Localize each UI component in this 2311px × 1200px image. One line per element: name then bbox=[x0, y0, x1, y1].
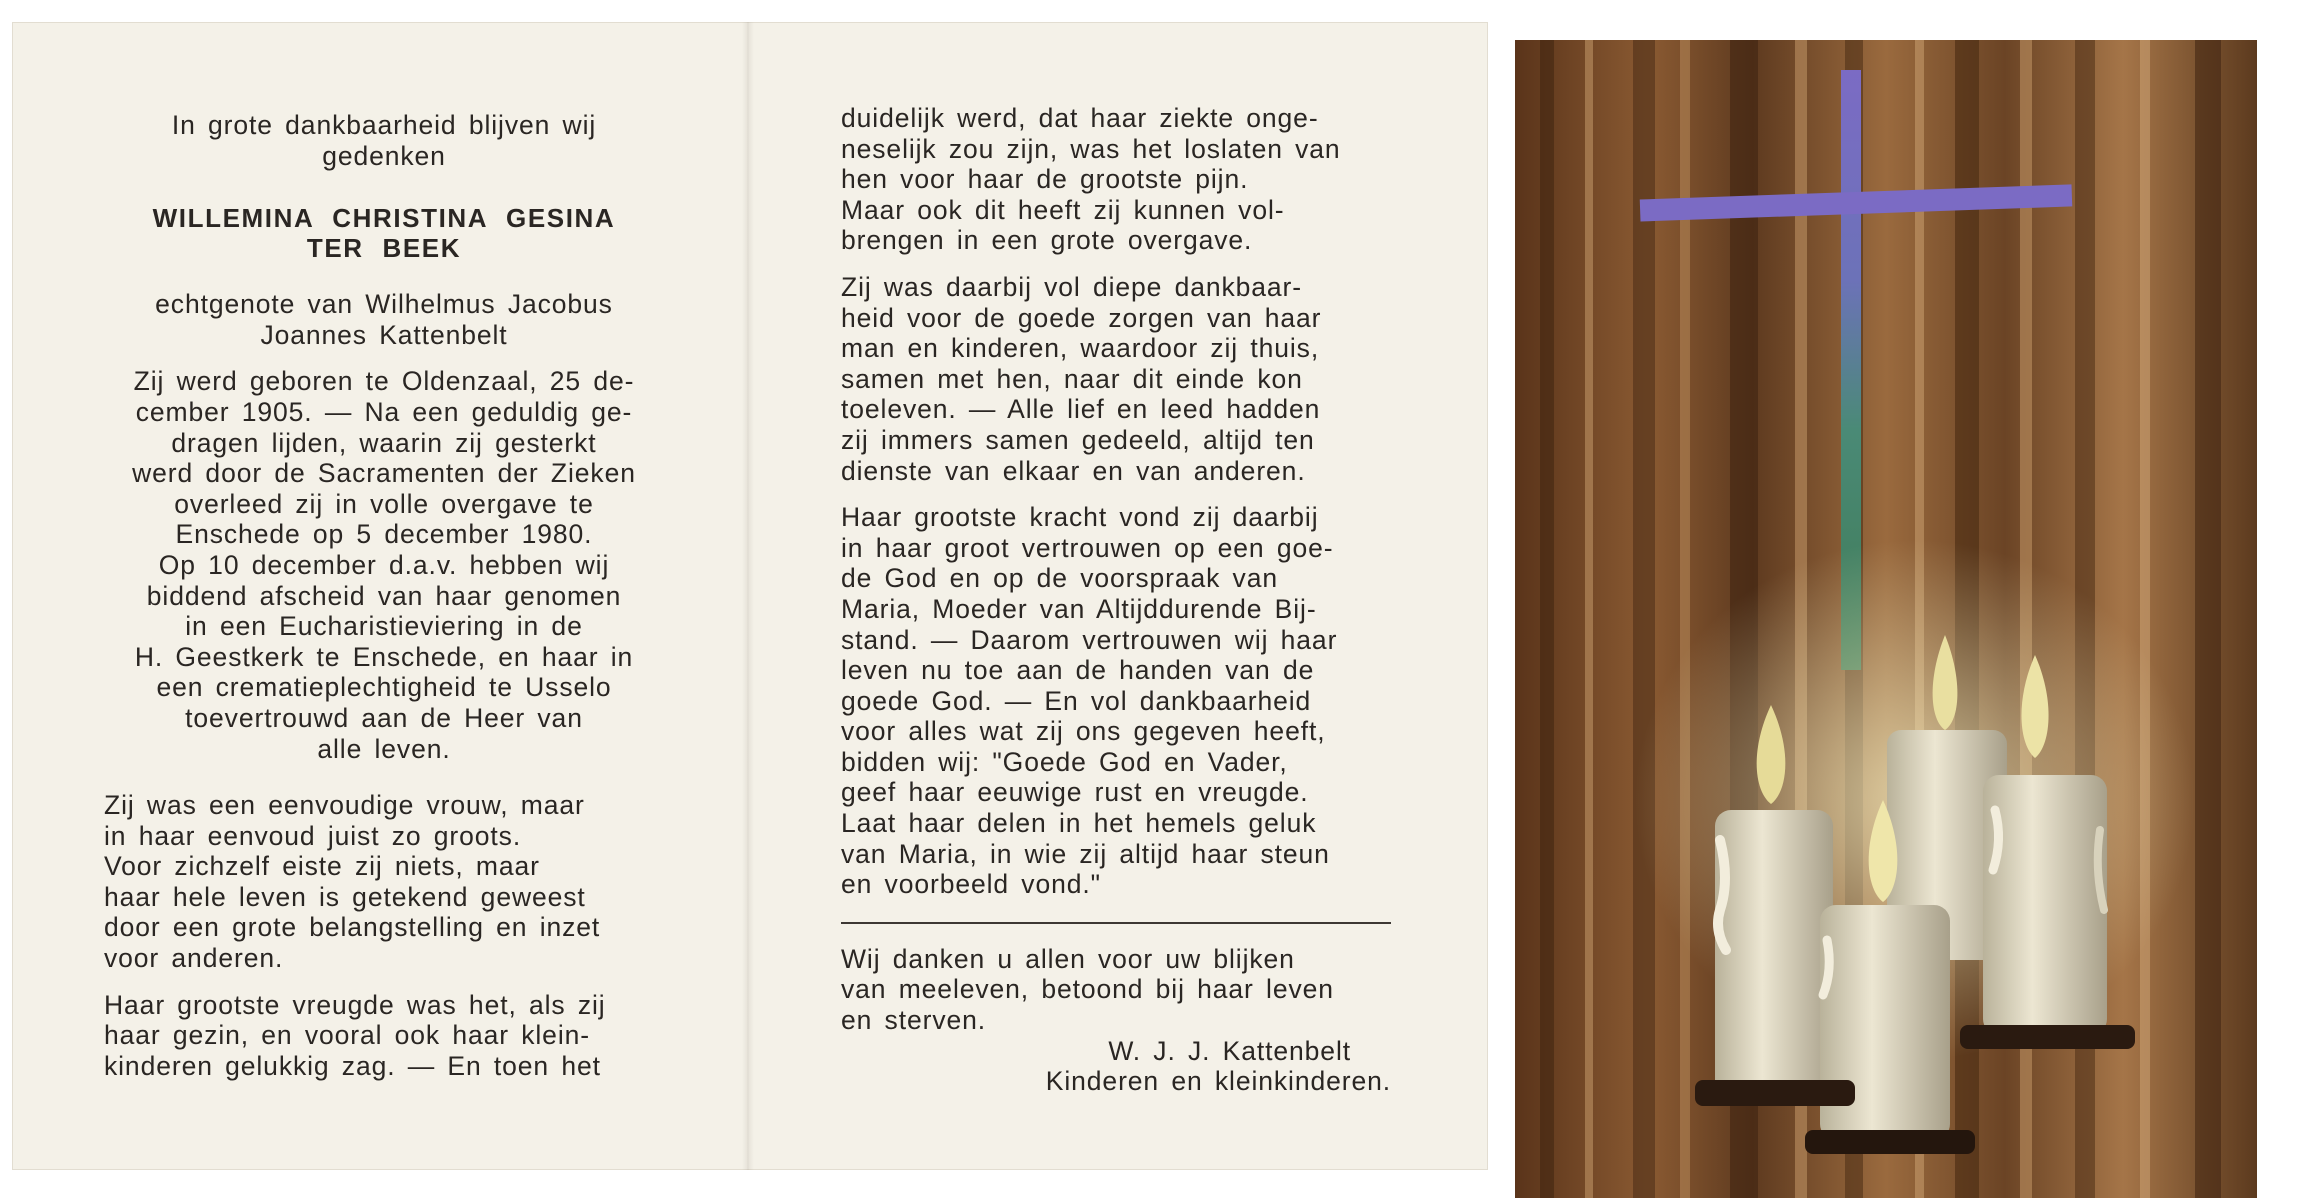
text-line: door een grote belangstelling en inzet bbox=[104, 912, 601, 943]
text-line: in een Eucharistieviering in de bbox=[185, 611, 583, 642]
text-line: cember 1905. — Na een geduldig ge- bbox=[135, 396, 633, 427]
text-line: goede God. — En vol dankbaarheid bbox=[841, 685, 1312, 716]
text-line: van meeleven, betoond bij haar leven bbox=[841, 974, 1334, 1005]
memorial-card-inside bbox=[12, 22, 1488, 1170]
text-line: in haar groot vertrouwen op een goe- bbox=[841, 532, 1334, 563]
text-line: de God en op de voorspraak van bbox=[841, 563, 1278, 594]
deceased-name-line-1: WILLEMINA CHRISTINA GESINA bbox=[152, 203, 616, 234]
text-line: hen voor haar de grootste pijn. bbox=[841, 164, 1249, 195]
text-line: Zij werd geboren te Oldenzaal, 25 de- bbox=[133, 366, 635, 397]
text-line: Haar grootste vreugde was het, als zij bbox=[104, 989, 606, 1020]
signature-name: W. J. J. Kattenbelt bbox=[1108, 1035, 1351, 1066]
text-line: van Maria, in wie zij altijd haar steun bbox=[841, 838, 1330, 869]
section-divider bbox=[841, 922, 1391, 924]
text-line: Wij danken u allen voor uw blijken bbox=[841, 943, 1295, 974]
text-line: duidelijk werd, dat haar ziekte onge- bbox=[841, 103, 1319, 133]
text-line: dienste van elkaar en van anderen. bbox=[841, 455, 1306, 486]
spouse-line-2: Joannes Kattenbelt bbox=[260, 319, 508, 350]
text-line: biddend afscheid van haar genomen bbox=[146, 580, 622, 611]
text-line: werd door de Sacramenten der Zieken bbox=[132, 458, 636, 489]
text-line: stand. — Daarom vertrouwen wij haar bbox=[841, 624, 1338, 655]
text-line: neselijk zou zijn, was het loslaten van bbox=[841, 133, 1341, 164]
deceased-name bbox=[104, 203, 664, 263]
text-line: voor anderen. bbox=[104, 943, 284, 974]
text-line: Zij was daarbij vol diepe dankbaar- bbox=[841, 271, 1302, 302]
signature-block bbox=[841, 1036, 1391, 1097]
farewell-paragraph bbox=[104, 550, 664, 764]
text-line: zij immers samen gedeeld, altijd ten bbox=[841, 424, 1315, 455]
text-line: Laat haar delen in het hemels geluk bbox=[841, 808, 1317, 839]
text-line: een crematieplechtigheid te Usselo bbox=[156, 672, 612, 703]
text-line: samen met hen, naar dit einde kon bbox=[841, 363, 1303, 394]
text-line: toeleven. — Alle lief en leed hadden bbox=[841, 394, 1321, 425]
text-line: H. Geestkerk te Enschede, en haar in bbox=[134, 641, 634, 672]
gratitude-paragraph bbox=[841, 272, 1401, 486]
text-line: kinderen gelukkig zag. — En toen het bbox=[104, 1050, 601, 1081]
candles-cross-picture bbox=[1515, 40, 2257, 1198]
text-line: alle leven. bbox=[317, 733, 451, 764]
signature-family: Kinderen en kleinkinderen. bbox=[1045, 1066, 1391, 1097]
right-page bbox=[749, 22, 1488, 1170]
text-line: Haar grootste kracht vond zij daarbij bbox=[841, 502, 1319, 533]
text-line: toevertrouwd aan de Heer van bbox=[185, 702, 583, 733]
text-line: Op 10 december d.a.v. hebben wij bbox=[158, 549, 610, 580]
family-paragraph bbox=[104, 990, 664, 1082]
text-line: Maar ook dit heeft zij kunnen vol- bbox=[841, 194, 1285, 225]
text-line: bidden wij: "Goede God en Vader, bbox=[841, 746, 1288, 777]
text-line: dragen lijden, waarin zij gesterkt bbox=[171, 427, 597, 458]
intro-text: In grote dankbaarheid blijven wij gedenken bbox=[171, 110, 597, 171]
spouse-line-1: echtgenote van Wilhelmus Jacobus bbox=[155, 289, 613, 320]
faith-paragraph bbox=[841, 502, 1401, 900]
candles-cross-illustration bbox=[1515, 40, 2257, 1198]
text-line: overleed zij in volle overgave te bbox=[174, 488, 594, 519]
text-line: haar hele leven is getekend geweest bbox=[104, 881, 586, 912]
text-line: haar gezin, en vooral ook haar klein- bbox=[104, 1020, 590, 1051]
text-line: heid voor de goede zorgen van haar bbox=[841, 302, 1322, 333]
character-paragraph bbox=[104, 790, 664, 974]
text-line: Maria, Moeder van Altijddurende Bij- bbox=[841, 593, 1317, 624]
text-line: en voorbeeld vond." bbox=[841, 869, 1101, 900]
deceased-name-line-2: TER BEEK bbox=[306, 233, 462, 264]
illness-paragraph bbox=[841, 103, 1401, 256]
spouse-text bbox=[104, 289, 664, 350]
text-line: en sterven. bbox=[841, 1005, 987, 1036]
text-line: Zij was een eenvoudige vrouw, maar bbox=[104, 790, 585, 821]
birth-death-paragraph bbox=[104, 366, 664, 550]
thanks-paragraph bbox=[841, 944, 1401, 1036]
text-line: brengen in een grote overgave. bbox=[841, 225, 1253, 256]
text-line: man en kinderen, waardoor zij thuis, bbox=[841, 333, 1320, 364]
text-line: voor alles wat zij ons gegeven heeft, bbox=[841, 716, 1326, 747]
text-line: in haar eenvoud juist zo groots. bbox=[104, 820, 522, 851]
left-page bbox=[12, 22, 749, 1170]
text-line: geef haar eeuwige rust en vreugde. bbox=[841, 777, 1309, 808]
text-line: Enschede op 5 december 1980. bbox=[175, 519, 593, 550]
text-line: Voor zichzelf eiste zij niets, maar bbox=[104, 851, 540, 882]
text-line: leven nu toe aan de handen van de bbox=[841, 655, 1315, 686]
